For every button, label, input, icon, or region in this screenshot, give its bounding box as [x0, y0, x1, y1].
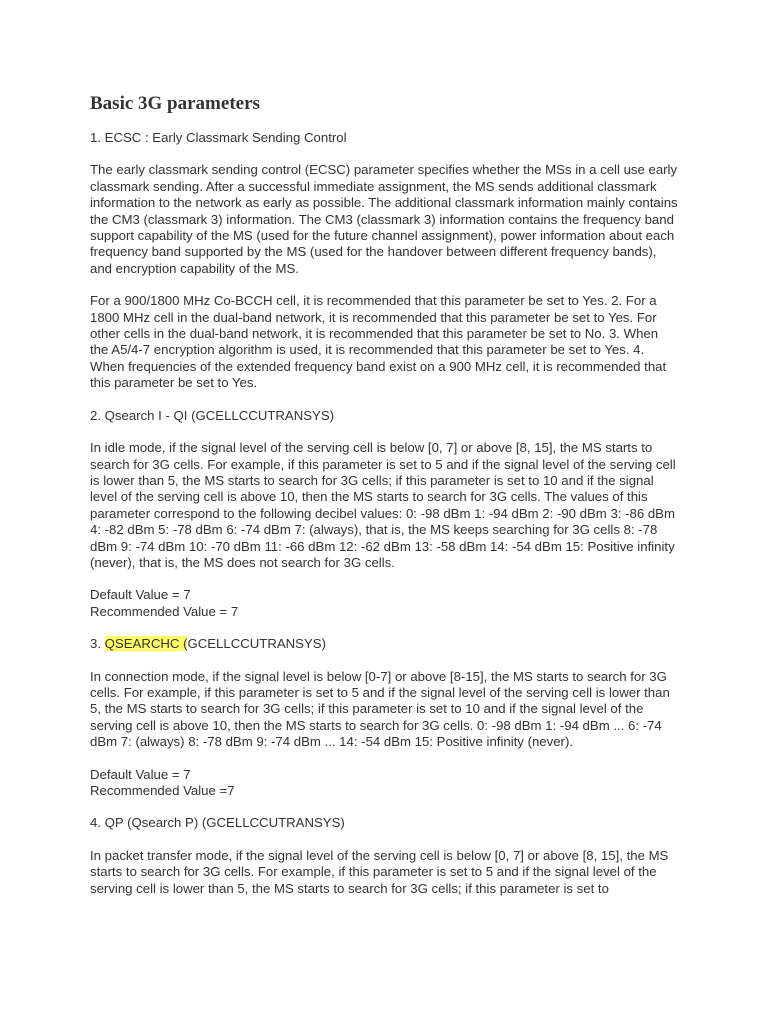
section-1-heading: 1. ECSC : Early Classmark Sending Control: [90, 130, 347, 145]
section-2-paragraph-1: In idle mode, if the signal level of the serving cell is below [0, 7] or above [8, 15], the MS starts to search for 3G cells. For example, if this parameter is set to 5 and if the signal level of the serving cell is lower than 5, the MS starts to search for 3G cells; if this parameter is set to 10 and if the signal level of the serving cell is above 10, then the MS starts to search for 3G cells. The values of this parameter correspond to the following decibel values: 0: -98 dBm 1: -94 dBm 2: -90 dBm 3: -86 dBm 4: -82 dBm 5: -78 dBm 6: -74 dBm 7: (always), that is, the MS keeps searching for 3G cells 8: -78 dBm 9: -74 dBm 10: -70 dBm 11: -66 dBm 12: -62 dBm 13: -58 dBm 14: -54 dBm 15: Positive infinity (never), that is, the MS does not search for 3G cells.: [90, 440, 676, 570]
section-1-paragraph-2: For a 900/1800 MHz Co-BCCH cell, it is recommended that this parameter be set to Yes. 2. For a 1800 MHz cell in the dual-band network, it is recommended that this parameter be set to Yes. For other cells in the dual-band network, it is recommended that this parameter be set to No. 3. When the A5/4-7 encryption algorithm is used, it is recommended that this parameter be set to Yes. 4. When frequencies of the extended frequency band exist on a 900 MHz cell, it is recommended that this parameter be set to Yes.: [90, 293, 667, 391]
section-3-suffix: GCELLCCUTRANSYS): [187, 636, 326, 652]
document-page: [90, 92, 680, 913]
section-3-values: [90, 767, 680, 800]
section-2-default-value: Default Value = 7: [90, 587, 191, 603]
section-3-highlighted-term: QSEARCHC (: [104, 636, 188, 652]
section-4-paragraph-1: In packet transfer mode, if the signal level of the serving cell is below [0, 7] or above [8, 15], the MS starts to search for 3G cells. For example, if this parameter is set to 5 and if the signal level of the serving cell is lower than 5, the MS starts to search for 3G cells; if this parameter is set to: [90, 847, 669, 896]
document-title: Basic 3G parameters: [90, 93, 260, 114]
section-1-paragraph-1: The early classmark sending control (ECSC) parameter specifies whether the MSs in a cell use early classmark sending. After a successful immediate assignment, the MS sends additional classmark information to the network as early as possible. The additional classmark information mainly contains the CM3 (classmark 3) information. The CM3 (classmark 3) information contains the frequency band support capability of the MS (used for the future channel assignment), power information about each frequency band supported by the MS (used for the handover between different frequency bands), and encryption capability of the MS.: [90, 162, 678, 276]
section-3-prefix: 3.: [90, 636, 105, 652]
section-2-heading: 2. Qsearch I - QI (GCELLCCUTRANSYS): [90, 407, 335, 423]
section-2-recommended-value: Recommended Value = 7: [90, 603, 239, 619]
section-3-paragraph-1: In connection mode, if the signal level is below [0-7] or above [8-15], the MS starts to search for 3G cells. For example, if this parameter is set to 5 and if the signal level of the serving cell is lower than 5, the MS starts to search for 3G cells; if this parameter is set to 10 and if the signal level of the serving cell is above 10, then the MS starts to search for 3G cells. 0: -98 dBm 1: -94 dBm ... 6: -74 dBm 7: (always) 8: -78 dBm 9: -74 dBm ... 14: -54 dBm 15: Positive infinity (never).: [90, 668, 670, 750]
section-2-values: [90, 587, 680, 620]
section-4-heading: 4. QP (Qsearch P) (GCELLCCUTRANSYS): [90, 815, 345, 831]
section-3-recommended-value: Recommended Value =7: [90, 783, 235, 798]
section-3-default-value: Default Value = 7: [90, 766, 191, 782]
section-3-heading: [90, 636, 680, 652]
